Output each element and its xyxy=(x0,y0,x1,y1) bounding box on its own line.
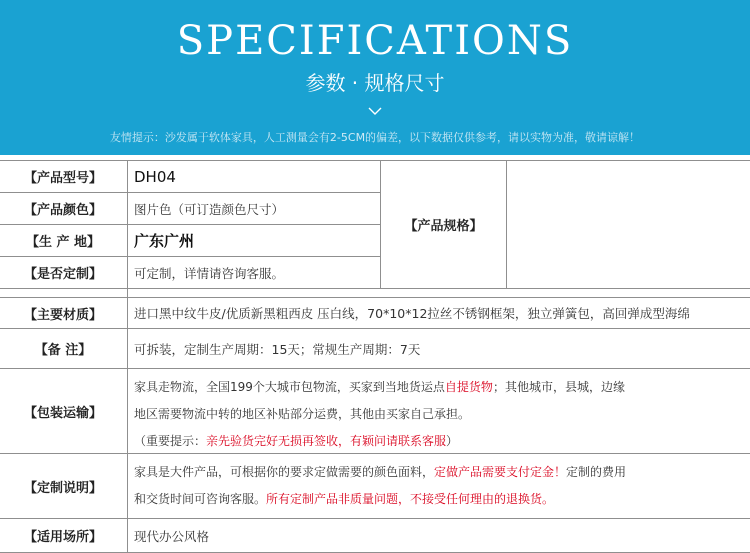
model-value: DH04 xyxy=(134,167,176,186)
pickup-highlight: 自提货物 xyxy=(444,380,493,394)
shipping-label: 【包装运输】 xyxy=(23,405,102,421)
color-label: 【产品颜色】 xyxy=(23,203,102,218)
inspection-highlight: 亲先验货完好无损再签收，有颖问请联系客服 xyxy=(206,434,447,448)
return-policy-highlight: 所有定制产品非质量问题，不接受任何理由的退换货。 xyxy=(266,492,555,506)
color-value: 图片色（可订造颜色尺寸） xyxy=(134,201,285,217)
custom-value: 可定制，详情请咨询客服。 xyxy=(134,265,285,281)
header-banner xyxy=(0,0,750,155)
shipping-line: 家具走物流，全国199个大城市包物流，买家到当地货运点自提货物；其他城市，县城，边缘 xyxy=(134,380,625,394)
chevron-down-icon xyxy=(368,104,382,118)
custom-note-text xyxy=(128,459,748,513)
page-subtitle: 参数 · 规格尺寸 xyxy=(305,71,445,95)
measurement-note: 友情提示：沙发属于软体家具，人工测量会有2-5CM的偏差，以下数据仅供参考，请以实物为准，敬请谅解！ xyxy=(109,131,641,144)
divider xyxy=(0,288,750,289)
material-value: 进口黑中纹牛皮/优质新黑粗西皮 压白线，70*10*12拉丝不锈钢框架，独立弹簧包，高回弹成型海绵 xyxy=(134,306,690,321)
custom-note-label: 【定制说明】 xyxy=(23,480,102,496)
remark-label: 【备 注】 xyxy=(34,343,92,358)
usage-value: 现代办公风格 xyxy=(134,528,210,544)
origin-label: 【生 产 地】 xyxy=(25,235,101,250)
shipping-text xyxy=(128,374,748,455)
model-label: 【产品型号】 xyxy=(23,171,102,186)
shipping-line: （重要提示：亲先验货完好无损再签收，有颖问请联系客服） xyxy=(134,434,459,448)
deposit-highlight: 定做产品需要支付定金！ xyxy=(434,465,567,479)
page-title: SPECIFICATIONS xyxy=(176,18,574,64)
spec-table xyxy=(0,155,750,553)
spec-label: 【产品规格】 xyxy=(404,218,483,234)
remark-value: 可拆装，定制生产周期：15天；常规生产周期：7天 xyxy=(134,341,421,357)
shipping-line: 地区需要物流中转的地区补贴部分运费，其他由买家自己承担。 xyxy=(134,407,471,421)
custom-label: 【是否定制】 xyxy=(23,267,102,282)
origin-value: 广东广州 xyxy=(134,232,195,250)
custom-note-line: 家具是大件产品，可根据你的要求定做需要的颜色面料，定做产品需要支付定金！定制的费用 xyxy=(134,465,627,479)
usage-label: 【适用场所】 xyxy=(23,530,102,545)
column-divider xyxy=(506,160,507,289)
custom-note-line: 和交货时间可咨询客服。所有定制产品非质量问题，不接受任何理由的退换货。 xyxy=(134,492,555,506)
material-label: 【主要材质】 xyxy=(23,307,102,323)
